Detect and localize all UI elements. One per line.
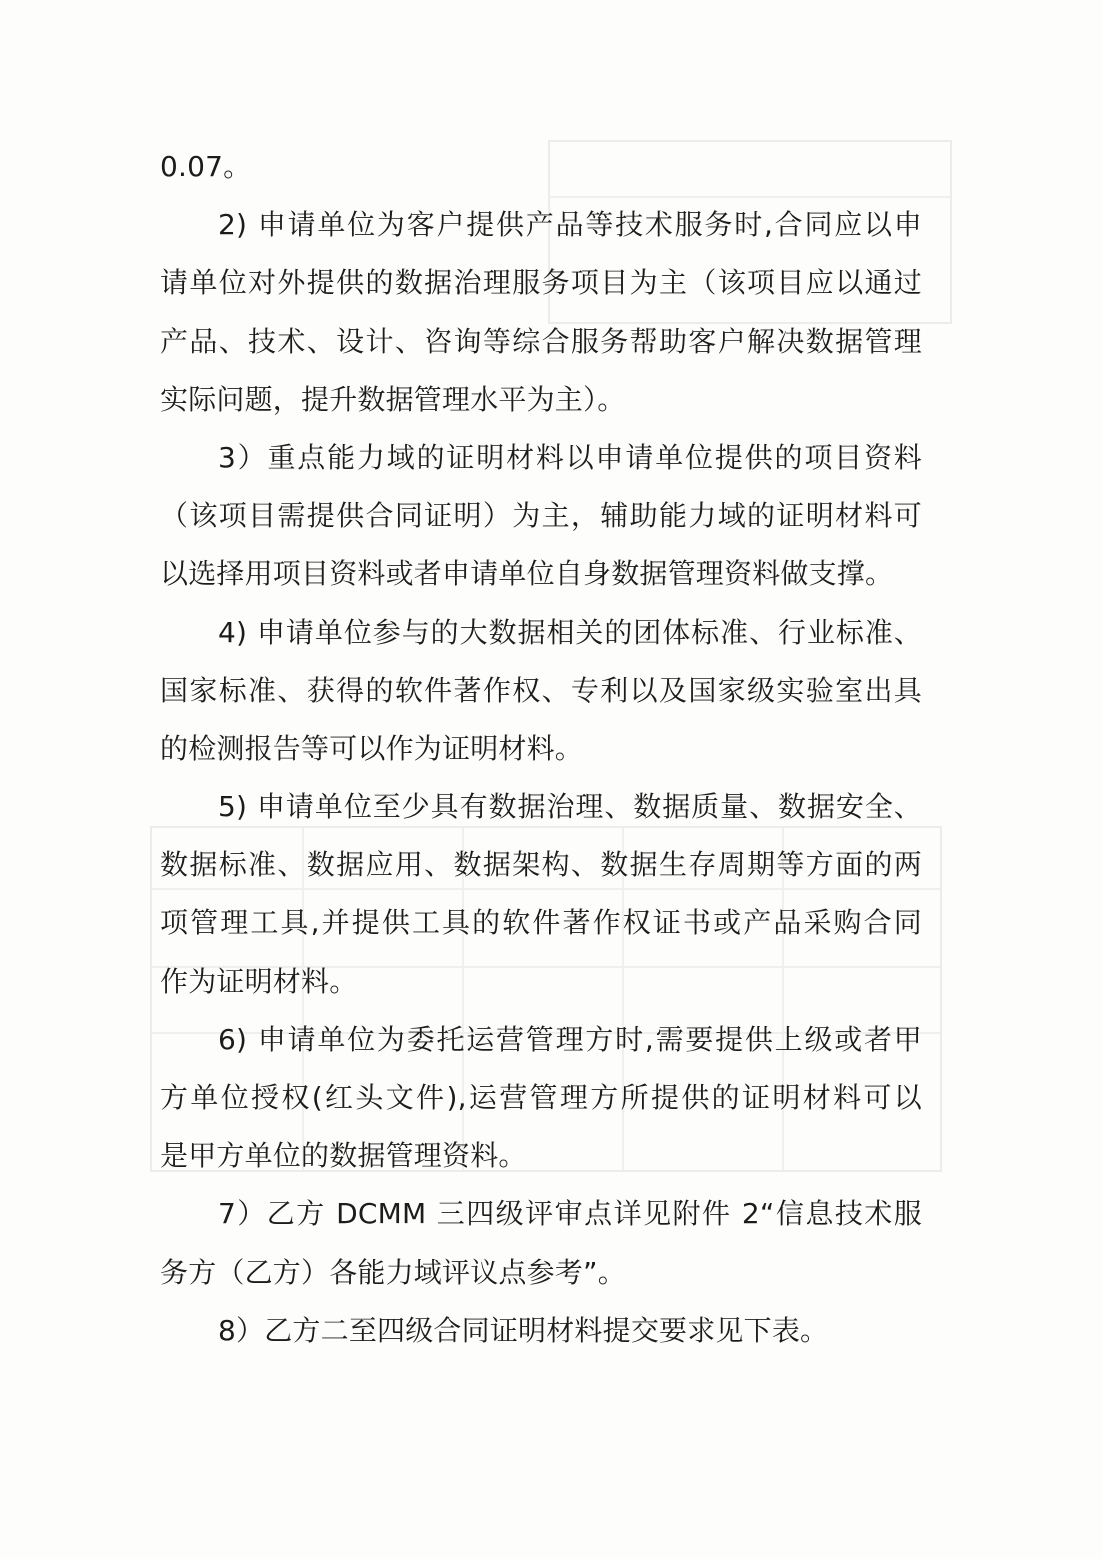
paragraph (160, 778, 922, 1011)
text-line: 8）乙方二至四级合同证明材料提交要求见下表。 (218, 1313, 829, 1347)
paragraph (160, 604, 922, 779)
text-line: 国家标准、获得的软件著作权、专利以及国家级实验室出具 (160, 673, 922, 707)
paragraph (160, 1185, 922, 1301)
text-line: 5) 申请单位至少具有数据治理、数据质量、数据安全、 (218, 790, 922, 824)
text-line: 务方（乙方）各能力域评议点参考”。 (160, 1255, 626, 1289)
paragraph (160, 1302, 922, 1360)
text-line: （该项目需提供合同证明）为主，辅助能力域的证明材料可 (160, 499, 922, 533)
text-line: 以选择用项目资料或者申请单位自身数据管理资料做支撑。 (160, 557, 894, 591)
text-line: 的检测报告等可以作为证明材料。 (160, 731, 584, 765)
text-line: 2) 申请单位为客户提供产品等技术服务时,合同应以申 (218, 208, 922, 242)
text-line: 产品、技术、设计、咨询等综合服务帮助客户解决数据管理 (160, 324, 922, 358)
paragraph (160, 138, 922, 196)
text-line: 0.07。 (160, 150, 252, 183)
text-line: 3）重点能力域的证明材料以申请单位提供的项目资料 (218, 440, 922, 474)
text-line: 6) 申请单位为委托运营管理方时,需要提供上级或者甲 (218, 1022, 922, 1056)
text-line: 作为证明材料。 (160, 964, 358, 998)
text-line: 实际问题，提升数据管理水平为主）。 (160, 382, 626, 416)
text-line: 7）乙方 DCMM 三四级评审点详见附件 2“信息技术服 (218, 1197, 922, 1231)
text-line: 项管理工具,并提供工具的软件著作权证书或产品采购合同 (160, 906, 922, 940)
text-line: 数据标准、数据应用、数据架构、数据生存周期等方面的两 (160, 848, 922, 882)
paragraph (160, 429, 922, 604)
text-line: 是甲方单位的数据管理资料。 (160, 1139, 527, 1173)
text-line: 请单位对外提供的数据治理服务项目为主（该项目应以通过 (160, 266, 922, 300)
text-line: 4) 申请单位参与的大数据相关的团体标准、行业标准、 (218, 615, 922, 649)
paragraph (160, 1011, 922, 1186)
body-text (160, 138, 922, 1360)
paragraph (160, 196, 922, 429)
text-line: 方单位授权(红头文件),运营管理方所提供的证明材料可以 (160, 1081, 922, 1114)
